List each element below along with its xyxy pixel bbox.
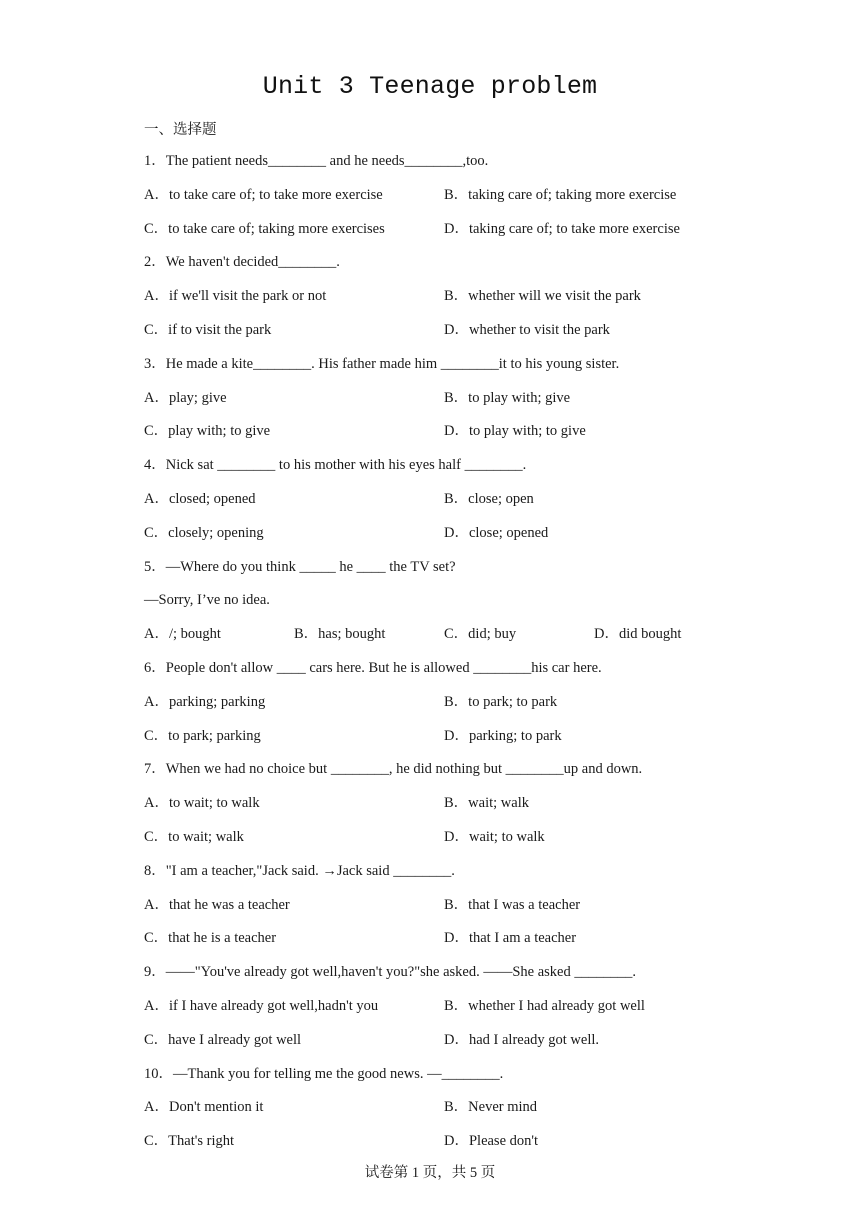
answer-option[interactable]: A．Don't mention it [144, 1099, 264, 1116]
options-row [144, 320, 724, 354]
section-heading: 一、选择题 [144, 122, 217, 138]
answer-option[interactable]: B．taking care of; taking more exercise [444, 186, 677, 203]
answer-option[interactable]: A．to wait; to walk [144, 795, 260, 812]
options-row [144, 1097, 724, 1131]
answer-option[interactable]: B．Never mind [444, 1099, 538, 1116]
page-footer: 试卷第 1 页，共 5 页 [364, 1165, 496, 1181]
answer-option[interactable]: C．if to visit the park [144, 321, 272, 338]
options-row [144, 726, 724, 760]
options-row [144, 895, 724, 929]
answer-option[interactable]: B．has; bought [294, 626, 386, 643]
answer-option[interactable]: D．did bought [594, 626, 682, 643]
answer-option[interactable]: C．to take care of; taking more exercises [144, 220, 385, 237]
answer-option[interactable]: D．taking care of; to take more exercise [444, 220, 680, 237]
question-block [144, 759, 724, 860]
answer-option[interactable]: D．wait; to walk [444, 828, 545, 845]
answer-option[interactable]: B．wait; walk [444, 795, 529, 812]
answer-option[interactable]: A．to take care of; to take more exercise [144, 186, 383, 203]
answer-option[interactable]: B．close; open [444, 490, 534, 507]
question-list [144, 151, 724, 1165]
question-block [144, 658, 724, 759]
options-row [144, 928, 724, 962]
options-row [144, 286, 724, 320]
answer-option[interactable]: B．to park; to park [444, 693, 558, 710]
question-block [144, 1064, 724, 1165]
document-title: Unit 3 Teenage problem [262, 72, 598, 101]
options-row [144, 219, 724, 253]
answer-option[interactable]: C．play with; to give [144, 423, 271, 440]
options-row [144, 1131, 724, 1165]
options-row [144, 1030, 724, 1064]
options-row [144, 624, 724, 658]
question-stem-continued: —Sorry, I’ve no idea. [144, 592, 270, 609]
options-row [144, 421, 724, 455]
question-block [144, 455, 724, 556]
question-stem: 9．——"You've already got well,haven't you?"she asked. ——She asked ________. [144, 964, 636, 981]
answer-option[interactable]: C．closely; opening [144, 524, 264, 541]
options-row [144, 827, 724, 861]
answer-option[interactable]: D．Please don't [444, 1133, 539, 1150]
answer-option[interactable]: C．That's right [144, 1133, 235, 1150]
answer-option[interactable]: A．/; bought [144, 626, 221, 643]
options-row [144, 388, 724, 422]
answer-option[interactable]: C．to wait; walk [144, 828, 244, 845]
question-stem: 7．When we had no choice but ________, he did nothing but ________up and down. [144, 761, 643, 778]
answer-option[interactable]: B．that I was a teacher [444, 896, 581, 913]
answer-option[interactable]: B．whether will we visit the park [444, 288, 641, 305]
question-block [144, 354, 724, 455]
question-stem: 2．We haven't decided________. [144, 254, 340, 271]
question-stem: 3．He made a kite________. His father made him ________it to his young sister. [144, 355, 620, 372]
answer-option[interactable]: C．to park; parking [144, 727, 261, 744]
answer-option[interactable]: A．play; give [144, 389, 227, 406]
answer-option[interactable]: D．whether to visit the park [444, 321, 610, 338]
options-row [144, 692, 724, 726]
answer-option[interactable]: C．that he is a teacher [144, 930, 277, 947]
question-block [144, 962, 724, 1063]
question-block [144, 151, 724, 252]
answer-option[interactable]: A．closed; opened [144, 490, 256, 507]
options-row [144, 185, 724, 219]
answer-option[interactable]: A．if I have already got well,hadn't you [144, 997, 379, 1014]
answer-option[interactable]: A．parking; parking [144, 693, 266, 710]
question-stem: 10．—Thank you for telling me the good news. —________. [144, 1065, 504, 1082]
question-stem: 4．Nick sat ________ to his mother with his eyes half ________. [144, 457, 527, 474]
answer-option[interactable]: D．had I already got well. [444, 1031, 600, 1048]
answer-option[interactable]: B．to play with; give [444, 389, 571, 406]
answer-option[interactable]: C．have I already got well [144, 1031, 302, 1048]
answer-option[interactable]: A．that he was a teacher [144, 896, 290, 913]
question-stem: 6．People don't allow ____ cars here. But he is allowed ________his car here. [144, 659, 602, 676]
options-row [144, 793, 724, 827]
options-row [144, 996, 724, 1030]
answer-option[interactable]: D．to play with; to give [444, 423, 586, 440]
question-stem: 1．The patient needs________ and he needs________,too. [144, 153, 489, 169]
answer-option[interactable]: A．if we'll visit the park or not [144, 288, 327, 305]
answer-option[interactable]: C．did; buy [444, 626, 517, 643]
options-row [144, 489, 724, 523]
answer-option[interactable]: D．that I am a teacher [444, 930, 577, 947]
answer-option[interactable]: D．close; opened [444, 524, 549, 541]
answer-option[interactable]: B．whether I had already got well [444, 997, 645, 1014]
question-stem: 5．—Where do you think _____ he ____ the TV set? [144, 558, 456, 575]
question-block [144, 557, 724, 658]
question-block [144, 252, 724, 353]
question-block [144, 861, 724, 962]
question-stem: 8．"I am a teacher,"Jack said. →Jack said ________. [144, 862, 455, 879]
options-row [144, 523, 724, 557]
answer-option[interactable]: D．parking; to park [444, 727, 562, 744]
